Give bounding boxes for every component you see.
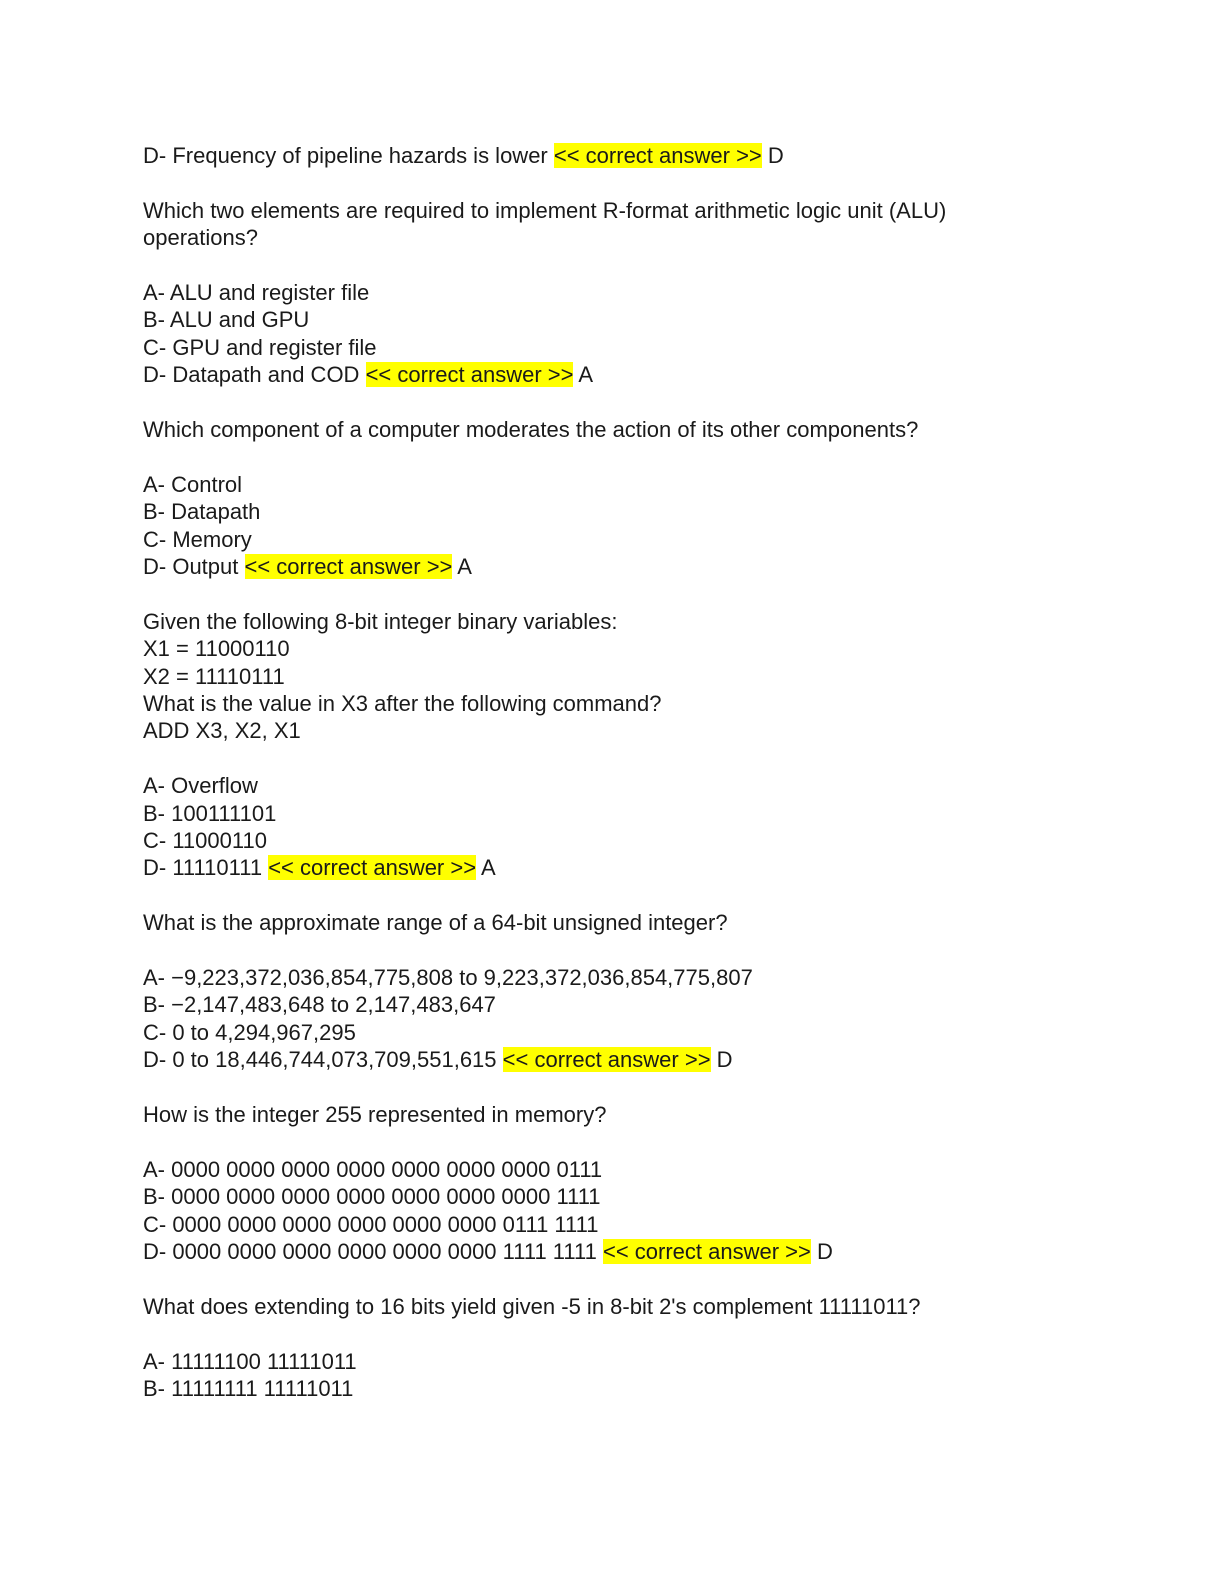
paragraph-gap [143, 882, 1103, 909]
question-line: operations? [143, 225, 258, 251]
answer-option-with-key [143, 1046, 1103, 1073]
option-text: 0000 0000 0000 0000 0000 0000 1111 1111 [166, 1239, 597, 1265]
answer-option: A- 11111100 11111011 [143, 1348, 357, 1374]
answer-option: B- Datapath [143, 499, 261, 525]
question-line: Which component of a computer moderates the action of its other components? [143, 417, 919, 443]
option-letter: D- [143, 143, 167, 168]
answer-option-with-key [143, 854, 1103, 881]
question-line: What is the approximate range of a 64-bit unsigned integer? [143, 910, 728, 936]
paragraph-gap [143, 937, 1103, 964]
answer-option: B- 11111111 11111011 [143, 1376, 354, 1402]
correct-answer-marker: << correct answer >> [244, 554, 453, 580]
paragraph-gap [143, 389, 1103, 416]
answer-option-with-key [143, 142, 1103, 169]
correct-answer-marker: << correct answer >> [502, 1047, 711, 1073]
correct-answer-marker: << correct answer >> [365, 362, 574, 388]
correct-answer-letter: D [767, 143, 784, 168]
option-letter: D- [143, 1239, 167, 1265]
paragraph-gap [143, 580, 1103, 607]
answer-option-with-key [143, 1238, 1103, 1265]
question-line: What does extending to 16 bits yield given -5 in 8-bit 2's complement 11111011? [143, 1293, 921, 1319]
answer-option: A- −9,223,372,036,854,775,808 to 9,223,372,036,854,775,807 [143, 965, 753, 991]
option-letter: D- [143, 554, 167, 580]
question-line: ADD X3, X2, X1 [143, 718, 301, 744]
correct-answer-letter: D [716, 1047, 733, 1073]
answer-option: C- GPU and register file [143, 334, 377, 360]
question-line: X1 = 11000110 [143, 636, 290, 662]
answer-option: B- 100111101 [143, 800, 277, 826]
correct-answer-letter: A [457, 554, 472, 580]
answer-option: C- 0 to 4,294,967,295 [143, 1019, 356, 1045]
answer-option: A- 0000 0000 0000 0000 0000 0000 0000 0111 [143, 1156, 603, 1182]
option-text: 11110111 [166, 855, 263, 881]
paragraph-gap [143, 252, 1103, 279]
paragraph-gap [143, 745, 1103, 772]
question-line: Given the following 8-bit integer binary variables: [143, 608, 618, 634]
quiz-content [143, 142, 1103, 1403]
question-line: X2 = 11110111 [143, 663, 285, 689]
correct-answer-marker: << correct answer >> [602, 1239, 811, 1265]
paragraph-gap [143, 1266, 1103, 1293]
answer-option: A- Overflow [143, 773, 258, 799]
correct-answer-marker: << correct answer >> [553, 143, 762, 168]
question-line: What is the value in X3 after the following command? [143, 691, 662, 717]
question-line: How is the integer 255 represented in memory? [143, 1102, 607, 1128]
option-text: 0 to 18,446,744,073,709,551,615 [166, 1047, 497, 1073]
option-letter: D- [143, 362, 167, 388]
answer-option: B- 0000 0000 0000 0000 0000 0000 0000 1111 [143, 1184, 601, 1210]
answer-option: C- 11000110 [143, 828, 267, 854]
paragraph-gap [143, 1128, 1103, 1155]
option-letter: D- [143, 1047, 167, 1073]
paragraph-gap [143, 169, 1103, 196]
answer-option: B- ALU and GPU [143, 307, 310, 333]
answer-option: B- −2,147,483,648 to 2,147,483,647 [143, 992, 496, 1018]
paragraph-gap [143, 1320, 1103, 1347]
question-line: Which two elements are required to implement R-format arithmetic logic unit (ALU) [143, 197, 947, 223]
option-text: Output [166, 554, 239, 580]
correct-answer-marker: << correct answer >> [268, 855, 477, 881]
option-text: Frequency of pipeline hazards is lower [166, 143, 548, 168]
paragraph-gap [143, 1074, 1103, 1101]
answer-option-with-key [143, 361, 1103, 388]
correct-answer-letter: A [578, 362, 594, 388]
answer-option: A- Control [143, 471, 243, 497]
answer-option: C- Memory [143, 526, 252, 552]
answer-option: C- 0000 0000 0000 0000 0000 0000 0111 1111 [143, 1211, 599, 1237]
answer-option-with-key [143, 553, 1103, 580]
correct-answer-letter: A [480, 855, 496, 881]
option-text: Datapath and COD [166, 362, 360, 388]
answer-option: A- ALU and register file [143, 280, 370, 305]
option-letter: D- [143, 855, 167, 881]
paragraph-gap [143, 443, 1103, 470]
correct-answer-letter: D [817, 1239, 833, 1265]
